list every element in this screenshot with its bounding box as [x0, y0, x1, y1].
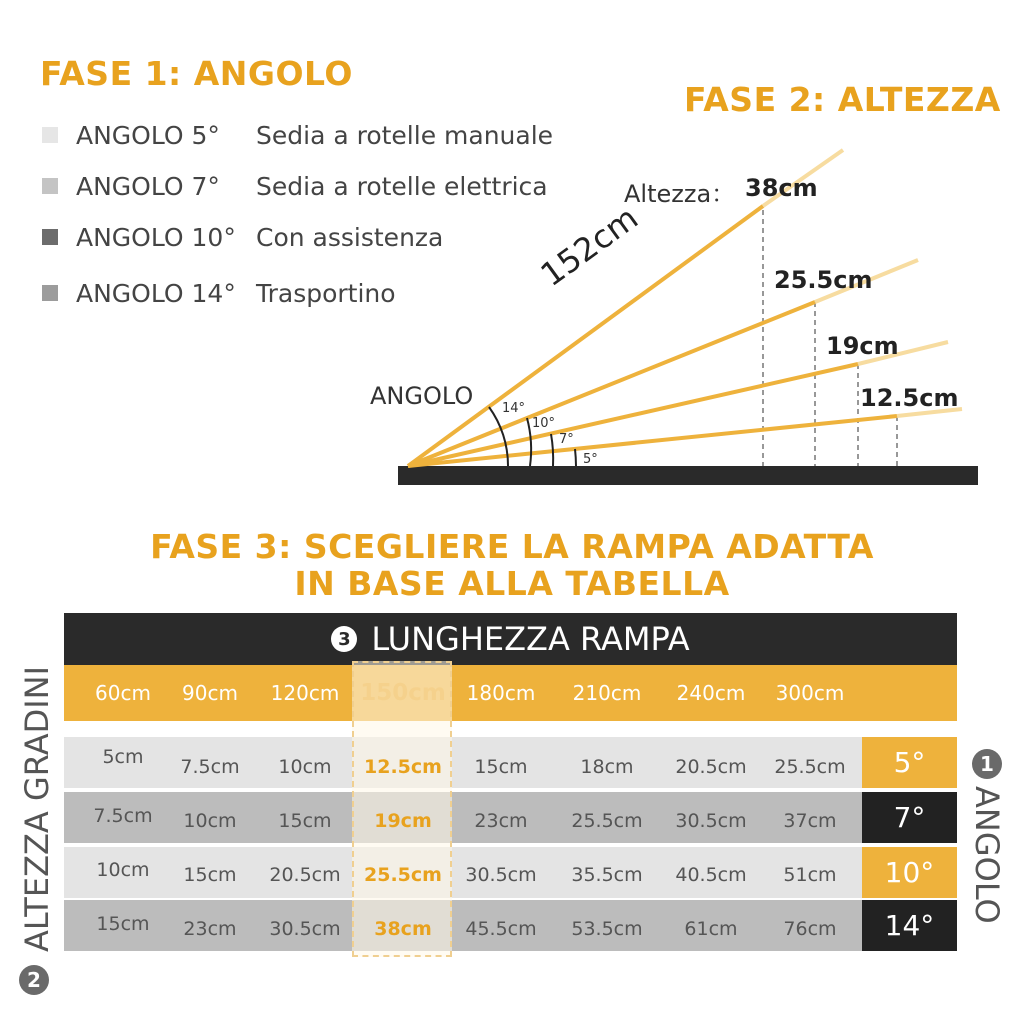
- table-cell: 61cm: [684, 917, 738, 940]
- ground-bar: [398, 466, 978, 485]
- length-cell: 210cm: [572, 681, 642, 705]
- table-cell: 18cm: [580, 755, 634, 778]
- height-value-38: 38cm: [745, 174, 818, 202]
- table-cell: 10cm: [278, 755, 332, 778]
- height-value-19: 19cm: [826, 332, 899, 360]
- table-cell: 15cm: [278, 809, 332, 832]
- legend-desc: Trasportino: [256, 278, 396, 308]
- phase1-title: FASE 1: ANGOLO: [40, 54, 353, 93]
- legend-angle: ANGOLO 14°: [76, 278, 236, 308]
- length-cell: 90cm: [182, 681, 238, 705]
- table-cell-highlight: 12.5cm: [364, 755, 442, 778]
- table-cell: 20.5cm: [675, 755, 747, 778]
- angle-value-10: 10°: [532, 416, 556, 431]
- table-cell-highlight: 19cm: [374, 809, 432, 832]
- height-value-12: 12.5cm: [860, 384, 959, 412]
- ramp-line-5: [408, 416, 897, 466]
- legend-angle: ANGOLO 7°: [76, 171, 220, 201]
- table-cell: 25.5cm: [571, 809, 643, 832]
- length-label: 152cm: [533, 198, 645, 294]
- step-number-2: 2: [19, 965, 49, 995]
- table-cell: 45.5cm: [465, 917, 537, 940]
- table-cell: 5cm: [102, 745, 144, 768]
- table-cell: 40.5cm: [675, 863, 747, 886]
- table-cell: 10cm: [96, 858, 150, 881]
- table-cell: 76cm: [783, 917, 837, 940]
- legend-desc: Sedia a rotelle manuale: [256, 120, 554, 150]
- angle-cell-14: 14°: [862, 900, 957, 951]
- angle-cell-7: 7°: [862, 792, 957, 843]
- legend-desc: Sedia a rotelle elettrica: [256, 171, 548, 201]
- table-cell: 23cm: [183, 917, 237, 940]
- length-row: [64, 665, 957, 721]
- step-number-1: 1: [972, 749, 1002, 779]
- legend-desc: Con assistenza: [256, 222, 444, 252]
- table-cell: 30.5cm: [465, 863, 537, 886]
- table-cell: 30.5cm: [675, 809, 747, 832]
- table-cell-highlight: 38cm: [374, 917, 432, 940]
- right-axis-label: ANGOLO: [968, 786, 1006, 924]
- table-cell: 51cm: [783, 863, 837, 886]
- table-cell: 15cm: [96, 912, 150, 935]
- table-cell: 35.5cm: [571, 863, 643, 886]
- angle-arc-5: [575, 449, 576, 466]
- table-cell: 30.5cm: [269, 917, 341, 940]
- angle-label: ANGOLO: [370, 382, 474, 410]
- table-cell: 53.5cm: [571, 917, 643, 940]
- table-cell: 15cm: [183, 863, 237, 886]
- length-cell: 300cm: [775, 681, 845, 705]
- height-value-25: 25.5cm: [774, 266, 873, 294]
- ramp-diagram: [0, 0, 1024, 500]
- length-cell: 180cm: [466, 681, 536, 705]
- table-cell: 15cm: [474, 755, 528, 778]
- table-cell: 25.5cm: [774, 755, 846, 778]
- table-cell: 37cm: [783, 809, 837, 832]
- phase3-title-line1: FASE 3: SCEGLIERE LA RAMPA ADATTA: [150, 527, 874, 566]
- phase3-title-line2: IN BASE ALLA TABELLA: [294, 564, 730, 603]
- angle-value-5: 5°: [583, 452, 598, 467]
- height-label: Altezza：: [624, 180, 736, 208]
- step-number-3: 3: [331, 626, 357, 652]
- table-header-label: LUNGHEZZA RAMPA: [371, 620, 690, 658]
- angle-value-7: 7°: [559, 432, 574, 447]
- phase2-title: FASE 2: ALTEZZA: [684, 80, 1001, 119]
- angle-cell-10: 10°: [862, 847, 957, 898]
- angle-value-14: 14°: [502, 401, 526, 416]
- legend-angle: ANGOLO 10°: [76, 222, 236, 252]
- table-cell: 23cm: [474, 809, 528, 832]
- table-cell: 10cm: [183, 809, 237, 832]
- length-cell: 60cm: [95, 681, 151, 705]
- table-header: [64, 613, 957, 665]
- table-cell: 20.5cm: [269, 863, 341, 886]
- left-axis-label: ALTEZZA GRADINI: [18, 665, 56, 952]
- table-cell: 7.5cm: [180, 755, 240, 778]
- length-cell: 240cm: [676, 681, 746, 705]
- table-cell-highlight: 25.5cm: [364, 863, 442, 886]
- legend-angle: ANGOLO 5°: [76, 120, 220, 150]
- angle-arc-10: [527, 418, 531, 466]
- angle-cell-5: 5°: [862, 737, 957, 788]
- table-cell: 7.5cm: [93, 804, 153, 827]
- length-cell: 120cm: [270, 681, 340, 705]
